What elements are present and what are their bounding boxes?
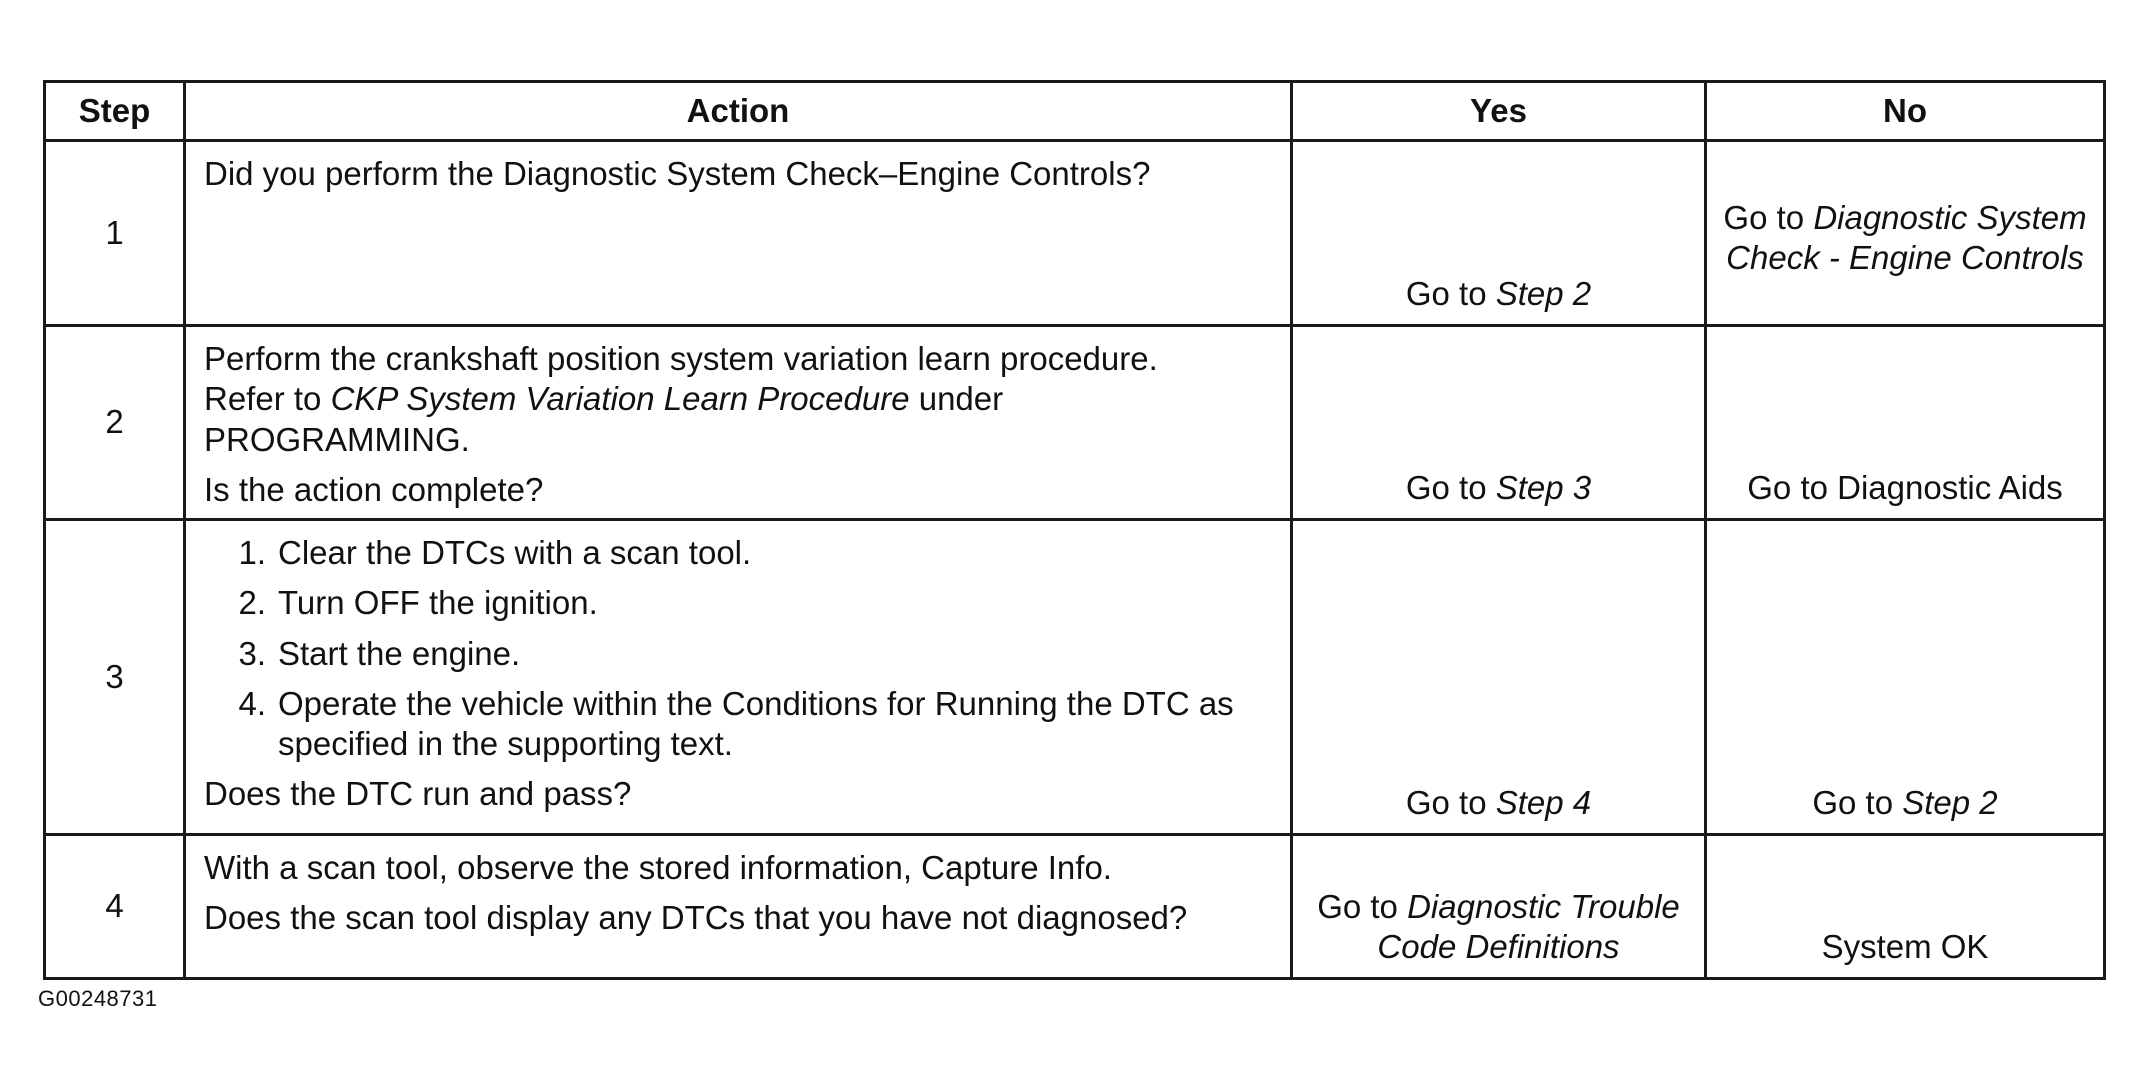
no-prefix: Go to bbox=[1812, 783, 1903, 821]
yes-cell bbox=[1292, 835, 1706, 979]
list-item-number: 2. bbox=[238, 584, 266, 622]
yes-cell bbox=[1292, 141, 1706, 326]
procedure-list bbox=[204, 533, 1272, 764]
no-cell bbox=[1706, 520, 2105, 835]
yes-step-link[interactable]: Step 2 bbox=[1495, 274, 1592, 312]
table-row-step-1 bbox=[45, 141, 2105, 326]
action-cell bbox=[185, 326, 1292, 520]
action-reference bbox=[204, 379, 1272, 460]
action-cell bbox=[185, 141, 1292, 326]
action-text: Did you perform the Diagnostic System Check–Engine Controls? bbox=[204, 155, 1151, 192]
header-no: No bbox=[1706, 82, 2105, 141]
table-row-step-4 bbox=[45, 835, 2105, 979]
yes-prefix: Go to bbox=[1405, 274, 1496, 312]
yes-prefix: Go to bbox=[1405, 783, 1496, 821]
no-text: System OK bbox=[1821, 927, 1989, 965]
action-question: Does the DTC run and pass? bbox=[204, 775, 632, 813]
table-row-step-3 bbox=[45, 520, 2105, 835]
step-number: 3 bbox=[45, 520, 185, 835]
no-reference-link[interactable]: Diagnostic System Check - Engine Controls bbox=[1726, 198, 2087, 276]
list-item-text: Turn OFF the ignition. bbox=[278, 584, 598, 622]
action-cell bbox=[185, 835, 1292, 979]
no-text: Go to Diagnostic Aids bbox=[1747, 468, 2063, 506]
step-number: 2 bbox=[45, 326, 185, 520]
action-question: Does the scan tool display any DTCs that you have not diagnosed? bbox=[204, 899, 1188, 937]
header-step: Step bbox=[45, 82, 185, 141]
figure-id: G00248731 bbox=[38, 986, 158, 1011]
yes-prefix: Go to bbox=[1405, 468, 1496, 506]
yes-reference-link[interactable]: Diagnostic Trouble Code Definitions bbox=[1377, 887, 1680, 965]
list-item bbox=[214, 634, 1272, 674]
header-yes: Yes bbox=[1292, 82, 1706, 141]
diagnostic-table bbox=[43, 80, 2106, 980]
list-item bbox=[214, 583, 1272, 623]
no-step-link[interactable]: Step 2 bbox=[1902, 783, 1998, 821]
header-action: Action bbox=[185, 82, 1292, 141]
table-row-step-2 bbox=[45, 326, 2105, 520]
action-cell bbox=[185, 520, 1292, 835]
table-header-row bbox=[45, 82, 2105, 141]
list-item-number: 3. bbox=[238, 634, 266, 672]
action-question: Is the action complete? bbox=[204, 470, 544, 508]
action-text: With a scan tool, observe the stored information, Capture Info. bbox=[204, 849, 1112, 886]
no-cell bbox=[1706, 326, 2105, 520]
yes-step-link[interactable]: Step 4 bbox=[1495, 783, 1592, 821]
step-number: 1 bbox=[45, 141, 185, 326]
no-cell bbox=[1706, 835, 2105, 979]
list-item-text: Start the engine. bbox=[278, 634, 521, 672]
step-number: 4 bbox=[45, 835, 185, 979]
yes-cell bbox=[1292, 520, 1706, 835]
yes-cell bbox=[1292, 326, 1706, 520]
list-item bbox=[214, 684, 1272, 765]
no-prefix: Go to bbox=[1723, 198, 1814, 236]
refer-prefix: Refer to bbox=[204, 380, 331, 418]
yes-prefix: Go to bbox=[1317, 887, 1408, 925]
list-item-text: Operate the vehicle within the Conditions for Running the DTC as specified in the supporting text. bbox=[278, 684, 1234, 762]
yes-step-link[interactable]: Step 3 bbox=[1495, 468, 1592, 506]
refer-suffix: under PROGRAMMING. bbox=[204, 380, 1004, 458]
action-text: Perform the crankshaft position system variation learn procedure. bbox=[204, 340, 1158, 377]
list-item-text: Clear the DTCs with a scan tool. bbox=[278, 534, 752, 571]
procedure-reference-link[interactable]: CKP System Variation Learn Procedure bbox=[330, 380, 910, 418]
list-item bbox=[214, 533, 1272, 573]
list-item-number: 4. bbox=[238, 684, 266, 722]
list-item-number: 1. bbox=[238, 534, 266, 571]
no-cell bbox=[1706, 141, 2105, 326]
